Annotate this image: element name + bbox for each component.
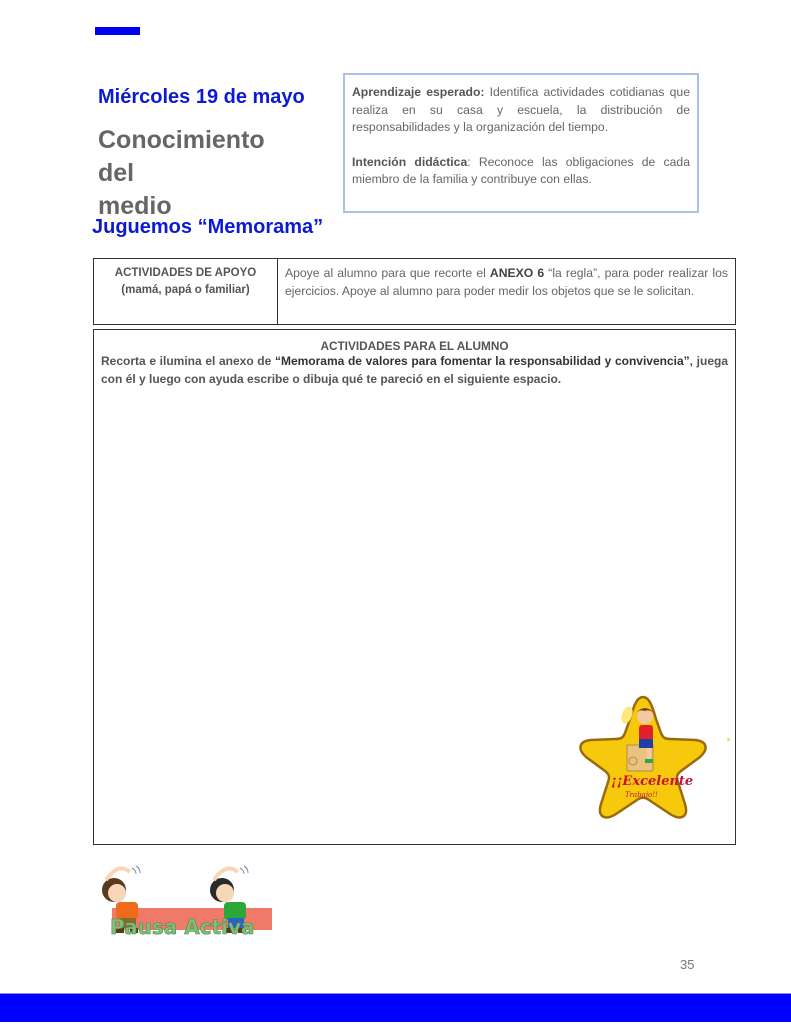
section-title: Juguemos “Memorama” <box>92 216 324 238</box>
student-activities-heading: ACTIVIDADES PARA EL ALUMNO <box>320 339 509 353</box>
excellent-work-star-sticker <box>577 693 709 821</box>
subject-title-line1 <box>98 124 338 190</box>
instruction-text: Recorta e ilumina el anexo de <box>101 354 275 368</box>
support-text-cell <box>278 259 735 324</box>
expected-learning-text: Identifica actividades cotidianas que realiza en su casa y escuela, la distribución de responsabilidades y la organización del tiempo. <box>352 85 690 134</box>
decorative-dot <box>727 738 730 741</box>
date-title: Miércoles 19 de mayo <box>98 86 305 108</box>
subject-title <box>98 124 338 223</box>
support-activities-table <box>93 258 736 325</box>
learning-objectives-box <box>343 73 699 213</box>
page-number: 35 <box>680 957 695 972</box>
expected-learning <box>352 84 690 137</box>
subject-word: del <box>98 159 135 187</box>
support-text: “la regla”, para poder realizar los ejercicios. Apoye al alumno para poder medir los objetos que se le solicitan. <box>285 266 728 298</box>
annex-reference: ANEXO 6 <box>489 266 545 280</box>
didactic-intention <box>352 154 690 189</box>
footer-bar <box>0 993 791 1022</box>
support-text: Apoye al alumno para que recorte el <box>285 266 490 280</box>
sticker-line2: Trabajo!! <box>625 791 658 799</box>
sticker-line1: ¡¡Excelente <box>611 774 694 789</box>
subject-title-line2: medio <box>98 192 172 220</box>
support-sublabel: (mamá, papá o familiar) <box>121 284 250 296</box>
instruction-text: , juega con él y luego con ayuda escribe o dibuja qué te pareció en el siguiente espacio. <box>101 354 728 386</box>
support-label: ACTIVIDADES DE APOYO <box>114 267 257 279</box>
memorama-title: “Memorama de valores para fomentar la responsabilidad y convivencia” <box>274 354 690 368</box>
pause-activa-banner <box>96 862 276 942</box>
subject-word: Conocimiento <box>98 126 265 154</box>
student-instructions <box>94 353 735 388</box>
didactic-intention-text: : Reconoce las obligaciones de cada miembro de la familia y contribuye con ellas. <box>352 154 690 186</box>
pause-activa-label: Pausa Activa <box>110 915 255 939</box>
expected-learning-label: Aprendizaje esperado: <box>352 85 485 99</box>
support-label-cell <box>94 259 278 324</box>
top-accent-bar <box>95 27 140 35</box>
didactic-intention-label: Intención didáctica <box>352 154 468 169</box>
